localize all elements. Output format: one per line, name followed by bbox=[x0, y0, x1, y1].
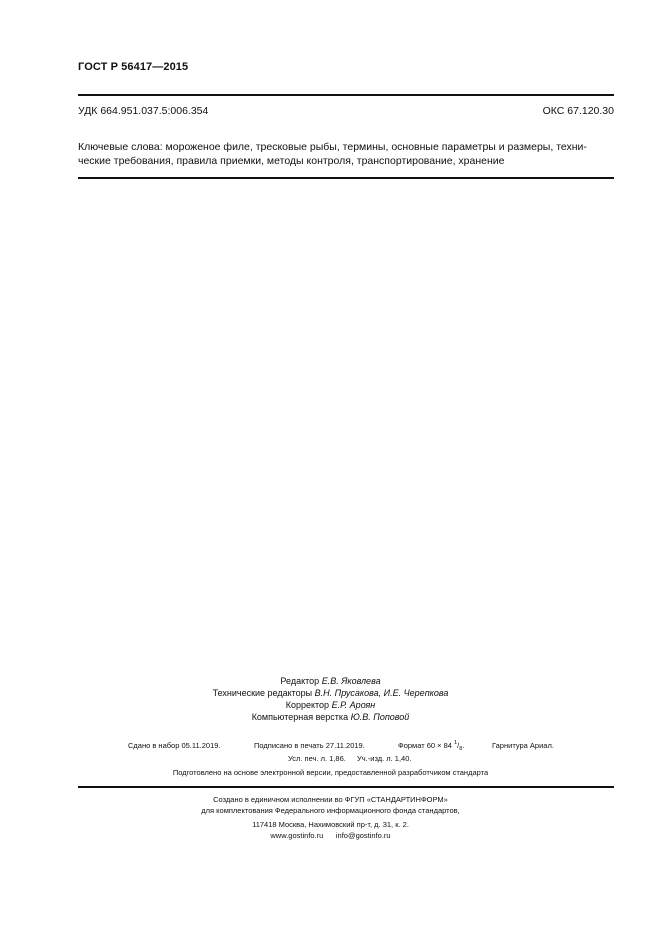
print-submitted: Сдано в набор 05.11.2019. bbox=[128, 741, 221, 750]
editor-name: Е.В. Яковлева bbox=[321, 676, 381, 686]
prepared-note: Подготовлено на основе электронной версии, предоставленной разработчиком стандарта bbox=[172, 768, 489, 777]
layout-label: Компьютерная верстка bbox=[251, 712, 349, 722]
keywords-divider bbox=[78, 177, 614, 179]
footer-contacts bbox=[0, 831, 661, 840]
oks-code: ОКС 67.120.30 bbox=[542, 105, 614, 117]
credit-corrector bbox=[0, 700, 661, 710]
tech-editors-names: В.Н. Прусакова, И.Е. Черепкова bbox=[314, 688, 449, 698]
credit-layout bbox=[0, 712, 661, 722]
udk-code: УДК 664.951.037.5:006.354 bbox=[78, 105, 209, 117]
print-format: Формат 60 × 84 $^1/_8$. bbox=[398, 740, 465, 752]
format-numerator: 1 bbox=[454, 740, 458, 746]
document-number: ГОСТ Р 56417—2015 bbox=[78, 61, 189, 73]
print-signed: Подписано в печать 27.11.2019. bbox=[254, 741, 365, 750]
format-denominator: 8 bbox=[459, 746, 463, 752]
keywords-paragraph: Ключевые слова: мороженое филе, тресковые рыбы, термины, основные параметры и размеры, технические требования, правила приемки, методы контроля, транспортирование, хранение bbox=[78, 141, 587, 167]
website-link[interactable]: www.gostinfo.ru bbox=[270, 831, 324, 840]
print-sheets: Усл. печ. л. 1,86. bbox=[288, 754, 346, 763]
print-typeface: Гарнитура Ариал. bbox=[492, 741, 554, 750]
format-prefix: Формат 60 × 84 bbox=[398, 741, 452, 750]
layout-name: Ю.В. Поповой bbox=[350, 712, 410, 722]
top-divider bbox=[78, 94, 614, 96]
footer-line-1: Создано в единичном исполнении во ФГУП «СТАНДАРТИНФОРМ» bbox=[213, 795, 448, 804]
tech-editors-label: Технические редакторы bbox=[212, 688, 313, 698]
credit-tech-editors bbox=[0, 688, 661, 698]
credit-editor bbox=[0, 676, 661, 686]
email-link[interactable]: info@gostinfo.ru bbox=[335, 831, 391, 840]
publisher-sheets: Уч.-изд. л. 1,40. bbox=[357, 754, 412, 763]
footer-line-2: для комплектования Федерального информационного фонда стандартов, bbox=[201, 806, 460, 815]
footer-address: 117418 Москва, Нахимовский пр-т, д. 31, к. 2. bbox=[252, 820, 409, 829]
corrector-label: Корректор bbox=[285, 700, 330, 710]
corrector-name: Е.Р. Ароян bbox=[331, 700, 376, 710]
footer-divider bbox=[78, 786, 614, 788]
editor-label: Редактор bbox=[280, 676, 320, 686]
